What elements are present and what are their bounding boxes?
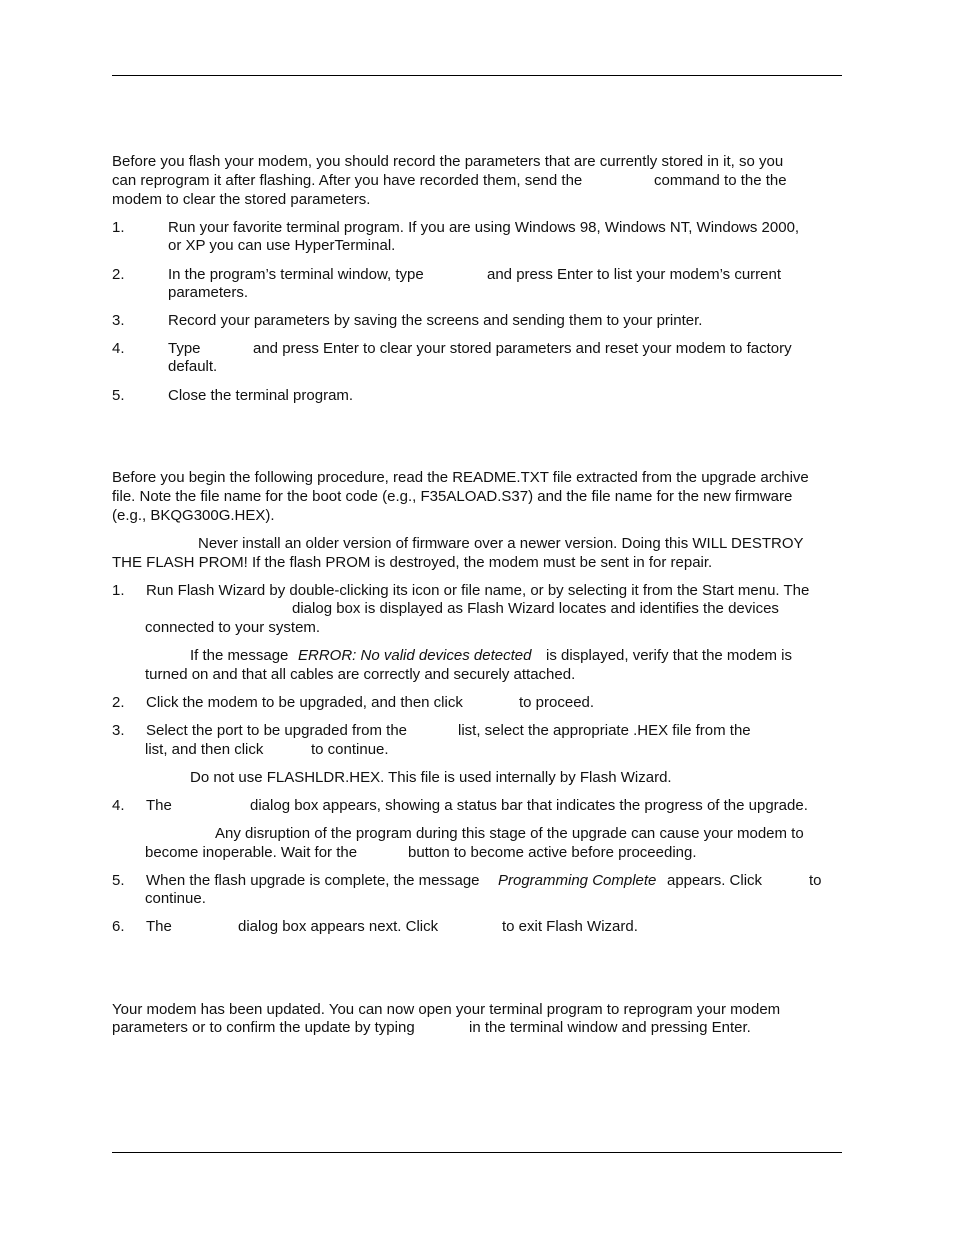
error-message: ERROR: No valid devices detected — [298, 647, 532, 664]
note-text: turned on and that all cables are correctly and securely attached. — [145, 666, 576, 683]
step-text: to exit Flash Wizard. — [502, 918, 638, 935]
step-text: continue. — [145, 890, 206, 907]
step-text: appears. Click — [667, 872, 763, 889]
step-text: In the program’s terminal window, type — [168, 266, 424, 283]
step-text: The — [146, 918, 172, 935]
note-text: If the message — [190, 647, 289, 664]
body-line: in the terminal window and pressing Enter. — [469, 1019, 751, 1036]
caution-text: become inoperable. Wait for the — [145, 844, 358, 861]
step-text: and press Enter to clear your stored parameters and reset your modem to factory — [253, 340, 792, 357]
step-text: connected to your system. — [145, 619, 321, 636]
step-text: to continue. — [311, 741, 389, 758]
intro-line: (e.g., BKQG300G.HEX). — [112, 507, 275, 524]
intro-line: Before you flash your modem, you should record the parameters that are currently stored in it, so you — [112, 153, 784, 170]
step-number: 1. — [112, 219, 125, 236]
caution-text: Never install an older version of firmware over a newer version. Doing this WILL DESTROY — [198, 535, 804, 552]
step-number: 2. — [112, 694, 125, 711]
programming-complete-text: Programming Complete — [498, 872, 657, 889]
step-number: 4. — [112, 340, 125, 357]
step-text: When the flash upgrade is complete, the message — [146, 872, 480, 889]
step-text: Record your parameters by saving the screens and sending them to your printer. — [168, 312, 703, 329]
caution-text: Any disruption of the program during this stage of the upgrade can cause your modem to — [215, 825, 804, 842]
step-text: to proceed. — [519, 694, 595, 711]
step-text: The — [146, 797, 172, 814]
step-text: Run your favorite terminal program. If you are using Windows 98, Windows NT, Windows 2000, — [168, 219, 800, 236]
note-text: is displayed, verify that the modem is — [546, 647, 792, 664]
step-text: dialog box is displayed as Flash Wizard locates and identifies the devices — [292, 600, 779, 617]
step-number: 6. — [112, 918, 125, 935]
footer-rule — [112, 1152, 842, 1153]
caution-text: THE FLASH PROM! If the flash PROM is destroyed, the modem must be sent in for repair. — [112, 554, 713, 571]
note-error-message — [298, 647, 531, 666]
caution-text: button to become active before proceeding. — [408, 844, 697, 861]
step-number: 3. — [112, 312, 125, 329]
intro-line: Before you begin the following procedure, read the README.TXT file extracted from the upgrade archive — [112, 469, 809, 486]
note-text: Do not use FLASHLDR.HEX. This file is used internally by Flash Wizard. — [190, 769, 672, 786]
step-text: list, select the appropriate .HEX file from the — [458, 722, 751, 739]
step-text: parameters. — [168, 284, 249, 301]
step-text: and press Enter to list your modem’s current — [487, 266, 782, 283]
step-text: to — [809, 872, 822, 889]
step-number: 1. — [112, 582, 125, 599]
intro-line: can reprogram it after flashing. After you have recorded them, send the — [112, 172, 583, 189]
step-number: 3. — [112, 722, 125, 739]
step-number: 2. — [112, 266, 125, 283]
step-text: dialog box appears next. Click — [238, 918, 439, 935]
step-text: Click the modem to be upgraded, and then click — [146, 694, 463, 711]
header-rule — [112, 75, 842, 76]
intro-line: file. Note the file name for the boot code (e.g., F35ALOAD.S37) and the file name for the new firmware — [112, 488, 793, 505]
step-text: list, and then click — [145, 741, 264, 758]
programming-complete-message — [498, 872, 656, 891]
step-number: 5. — [112, 387, 125, 404]
intro-line: modem to clear the stored parameters. — [112, 191, 371, 208]
step-text: Run Flash Wizard by double-clicking its icon or file name, or by selecting it from the Start menu. The — [146, 582, 810, 599]
step-number: 5. — [112, 872, 125, 889]
step-text: default. — [168, 358, 218, 375]
step-number: 4. — [112, 797, 125, 814]
step-text: Type — [168, 340, 201, 357]
step-text: Select the port to be upgraded from the — [146, 722, 407, 739]
body-line: parameters or to confirm the update by typing — [112, 1019, 415, 1036]
step-text: dialog box appears, showing a status bar that indicates the progress of the upgrade. — [250, 797, 808, 814]
step-text: or XP you can use HyperTerminal. — [168, 237, 396, 254]
intro-line: command to the the — [654, 172, 787, 189]
step-text: Close the terminal program. — [168, 387, 354, 404]
body-line: Your modem has been updated. You can now open your terminal program to reprogram your modem — [112, 1001, 781, 1018]
